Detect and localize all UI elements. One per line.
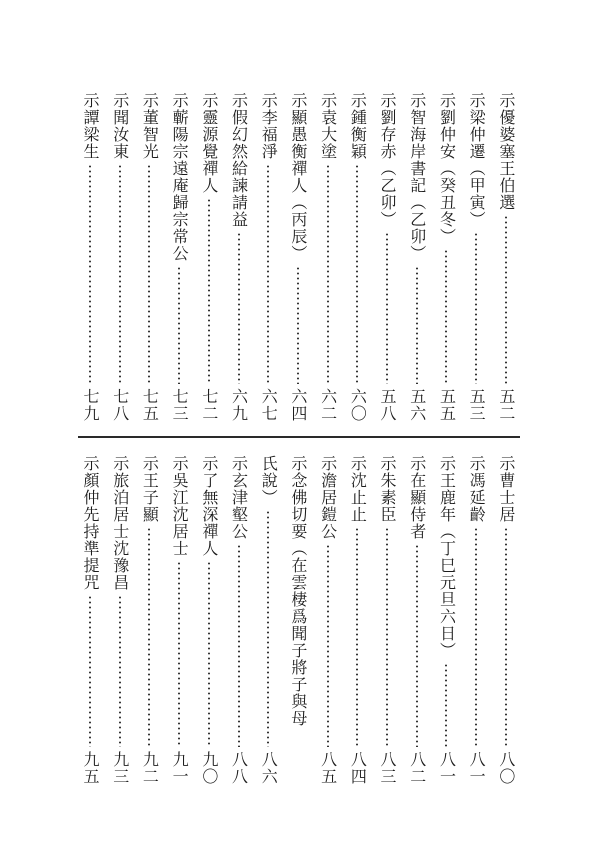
entry-title: 示玄津壑公 [229, 455, 249, 540]
toc-entry [227, 455, 251, 785]
toc-entry [286, 455, 310, 785]
leader-dots [297, 266, 299, 384]
entry-page-number: 五八 [378, 388, 398, 422]
entry-title: 示靈源覺禪人 [199, 92, 219, 194]
entry-title: 示鍾衡穎 [348, 92, 368, 160]
toc-entry [256, 455, 280, 785]
entry-page-number: 五二 [496, 388, 516, 422]
toc-entry [375, 455, 399, 785]
leader-dots [178, 561, 180, 747]
leader-dots [505, 215, 507, 384]
leader-dots [119, 164, 121, 384]
entry-page-number: 八四 [348, 751, 368, 785]
entry-title: 示念佛切要（在雲棲爲聞子將子與母 [288, 455, 308, 727]
toc-entry [494, 92, 518, 422]
toc-entry [78, 455, 102, 785]
entry-title: 示馮延齡 [467, 455, 487, 523]
toc-entry [137, 455, 161, 785]
toc-entry [137, 92, 161, 422]
entry-page-number: 五三 [467, 388, 487, 422]
toc-entry [256, 92, 280, 422]
toc-entry [197, 92, 221, 422]
entry-page-number: 七二 [199, 388, 219, 422]
toc-entry [405, 92, 429, 422]
entry-title: 示蘄陽宗遠庵歸宗常公 [170, 92, 190, 262]
toc-top-section [78, 92, 518, 422]
toc-entry [286, 92, 310, 422]
entry-page-number: 八一 [437, 751, 457, 785]
entry-title: 示顏仲先持準提咒 [81, 455, 100, 591]
leader-dots [119, 595, 121, 747]
toc-entry [434, 455, 458, 785]
entry-title: 示假幻然給諫請益 [229, 92, 249, 228]
entry-page-number: 八八 [229, 751, 249, 785]
entry-page-number: 八二 [407, 751, 427, 785]
entry-title: 示劉存赤（乙卯） [378, 92, 398, 228]
leader-dots [416, 266, 418, 384]
entry-page-number: 九五 [81, 751, 100, 785]
leader-dots [416, 544, 418, 747]
entry-title: 示澹居鎧公 [318, 455, 338, 540]
leader-dots [148, 527, 150, 747]
leader-dots [148, 164, 150, 384]
leader-dots [208, 561, 210, 747]
entry-title: 示聞汝東 [110, 92, 130, 160]
entry-page-number: 七八 [110, 388, 130, 422]
leader-dots [89, 164, 91, 384]
toc-entry [108, 92, 132, 422]
entry-title: 示吳江沈居士 [170, 455, 190, 557]
entry-page-number: 六四 [288, 388, 308, 422]
toc-entry [316, 455, 340, 785]
entry-page-number: 八一 [467, 751, 487, 785]
entry-title: 示譚梁生 [81, 92, 100, 160]
toc-entry [78, 92, 102, 422]
entry-title: 示王子顯 [140, 455, 160, 523]
entry-title: 氏說） [259, 455, 279, 506]
entry-title: 示袁大塗 [318, 92, 338, 160]
toc-bottom-section [78, 455, 518, 785]
entry-page-number: 八三 [378, 751, 398, 785]
leader-dots [386, 232, 388, 384]
entry-title: 示在顯侍者 [407, 455, 427, 540]
leader-dots [445, 249, 447, 384]
toc-entry [464, 455, 488, 785]
entry-page-number: 八六 [259, 751, 279, 785]
entry-title: 示顯愚衡禪人（丙辰） [288, 92, 308, 262]
entry-title: 示智海岸書記（乙卯） [407, 92, 427, 262]
entry-page-number: 九三 [110, 751, 130, 785]
leader-dots [327, 164, 329, 384]
entry-page-number: 九二 [140, 751, 160, 785]
toc-entry [227, 92, 251, 422]
section-divider [78, 436, 520, 438]
toc-entry [167, 455, 191, 785]
leader-dots [267, 164, 269, 384]
entry-page-number: 七五 [140, 388, 160, 422]
leader-dots [238, 232, 240, 384]
entry-page-number: 六九 [229, 388, 249, 422]
toc-entry [108, 455, 132, 785]
toc-entry [405, 455, 429, 785]
leader-dots [505, 527, 507, 747]
entry-page-number: 六二 [318, 388, 338, 422]
toc-entry [167, 92, 191, 422]
entry-title: 示曹士居 [496, 455, 516, 523]
entry-page-number: 七九 [81, 388, 100, 422]
entry-page-number: 五五 [437, 388, 457, 422]
entry-title: 示董智光 [140, 92, 160, 160]
entry-title: 示沈止止 [348, 455, 368, 523]
entry-page-number: 九〇 [199, 751, 219, 785]
leader-dots [356, 527, 358, 747]
entry-page-number: 八〇 [496, 751, 516, 785]
leader-dots [89, 595, 91, 747]
toc-entry [197, 455, 221, 785]
entry-title: 示李福淨 [259, 92, 279, 160]
toc-entry [345, 92, 369, 422]
leader-dots [445, 663, 447, 747]
leader-dots [386, 527, 388, 747]
entry-title: 示王鹿年（丁巳元旦六日） [437, 455, 457, 659]
entry-title: 示旅泊居士沈豫昌 [110, 455, 130, 591]
entry-page-number: 六〇 [348, 388, 368, 422]
leader-dots [208, 198, 210, 384]
entry-page-number: 五六 [407, 388, 427, 422]
toc-entry [375, 92, 399, 422]
entry-page-number: 九一 [170, 751, 190, 785]
leader-dots [327, 544, 329, 747]
leader-dots [475, 232, 477, 384]
leader-dots [356, 164, 358, 384]
entry-title: 示朱素臣 [378, 455, 398, 523]
entry-title: 示劉仲安（癸丑冬） [437, 92, 457, 245]
toc-entry [494, 455, 518, 785]
entry-page-number: 八五 [318, 751, 338, 785]
entry-page-number: 六七 [259, 388, 279, 422]
toc-entry [434, 92, 458, 422]
leader-dots [475, 527, 477, 747]
leader-dots [238, 544, 240, 747]
toc-entry [345, 455, 369, 785]
leader-dots [178, 266, 180, 384]
entry-title: 示梁仲遷（甲寅） [467, 92, 487, 228]
entry-page-number: 七三 [170, 388, 190, 422]
toc-entry [316, 92, 340, 422]
entry-title: 示了無深禪人 [199, 455, 219, 557]
toc-entry [464, 92, 488, 422]
leader-dots [267, 510, 269, 747]
entry-title: 示優婆塞王伯選 [496, 92, 516, 211]
